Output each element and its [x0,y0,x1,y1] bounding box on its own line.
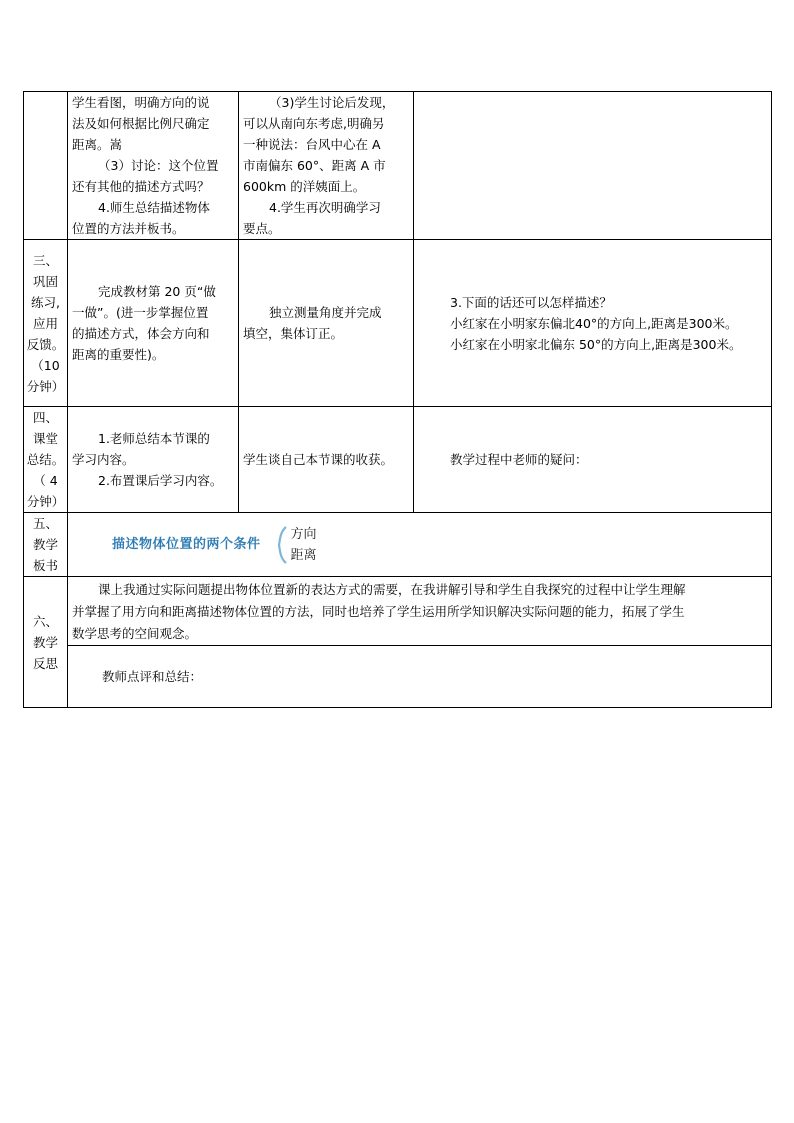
exercise-question: 3.下面的话还可以怎样描述？ [450,294,612,310]
section-line: 练习, [31,294,60,310]
section-label-summary [24,407,68,513]
table-row-summary [24,407,772,513]
exercise-line: 小红家在小明家北偏东 50°的方向上,距离是300米。 [450,336,742,352]
section-line: 四、 [32,410,58,425]
section-line: 巩固 [32,273,58,289]
text-line: 600km 的洋姨面上。 [243,179,366,194]
text-line: 还有其他的描述方式吗？ [72,179,210,194]
section-line: 反思 [32,655,58,671]
reflection-line: 并掌握了用方向和距离描述物体位置的方法，同时也培养了学生运用所学知识解决实际问题的能力，拓展了学生 [72,604,685,619]
lesson-plan-table [23,91,772,708]
board-item-direction: 方向 [290,526,317,542]
reflection-line: 数学思考的空间观念。 [72,626,198,641]
text-line: 一做”。(进一步掌握位置 [72,305,209,320]
section-label-reflection [24,577,68,708]
table-row-board [24,513,772,577]
text-line: 填空，集体订正。 [243,326,344,341]
board-design [68,515,771,575]
section-line: 反馈。 [26,336,65,352]
text-line: 距离的重要性)。 [72,347,165,362]
brace-icon [277,526,287,564]
text-line: 独立测量角度并完成 [269,305,382,320]
teacher-activity-cell [68,92,239,240]
notes-cell [414,407,772,513]
text-line: 一种说法：台风中心在 A [243,137,381,152]
text-line: 学生谈自己本节课的收获。 [243,452,394,467]
section-line: 应用 [32,315,58,331]
text-line: 的描述方式，体会方向和 [72,326,210,341]
text-line: 学生看图，明确方向的说 [72,95,210,110]
board-item-distance: 距离 [290,547,317,563]
table-row-comment [24,646,772,708]
board-items [291,524,317,566]
section-line: 三、 [32,252,58,268]
text-line: 法及如何根据比例尺确定 [72,116,210,131]
text-line: 要点。 [243,221,281,236]
comment-label: 教师点评和总结： [102,669,203,684]
section-line: 板书 [32,558,58,573]
section-line: 五、 [32,516,58,531]
reflection-cell [68,577,772,646]
text-line: 4.师生总结描述物体 [98,200,210,215]
board-cell [68,513,772,577]
section-label-board [24,513,68,577]
section-line: 教学 [32,634,58,650]
student-activity-cell [239,240,414,407]
section-label-practice [24,240,68,407]
text-line: 位置的方法并板书。 [72,221,185,236]
text-line: 完成教材第 20 页“做 [98,284,216,299]
teacher-question-label: 教学过程中老师的疑问： [450,452,588,467]
reflection-line: 课上我通过实际问题提出物体位置新的表达方式的需要，在我讲解引导和学生自我探究的过程中让学生理解 [98,582,686,597]
board-title: 描述物体位置的两个条件 [112,537,261,552]
text-line: 市南偏东 60°、距离 A 市 [243,158,386,173]
exercise-line: 小红家在小明家东偏北40°的方向上,距离是300米。 [450,315,738,331]
section-line: 分钟） [26,494,65,509]
section-cell-empty [24,92,68,240]
text-line: （3)学生讨论后发现， [269,95,395,110]
student-activity-cell [239,92,414,240]
text-line: 2.布置课后学习内容。 [98,473,223,488]
text-line: 4.学生再次明确学习 [269,200,381,215]
text-line: 学习内容。 [72,452,135,467]
text-line: 可以从南向东考虑,明确另 [243,116,385,131]
section-line: （ 4 [33,473,58,488]
section-line: 教学 [32,537,58,552]
student-activity-cell [239,407,414,513]
section-line: 分钟） [26,378,65,394]
teacher-activity-cell [68,240,239,407]
teacher-activity-cell [68,407,239,513]
section-line: 总结。 [26,452,65,467]
table-row-continuation [24,92,772,240]
comment-cell [68,646,772,708]
notes-cell [414,92,772,240]
exercise-cell [414,240,772,407]
section-line: 课堂 [32,431,58,446]
text-line: （3）讨论：这个位置 [98,158,219,173]
text-line: 1.老师总结本节课的 [98,431,210,446]
section-line: （10 [31,357,60,373]
table-row-practice [24,240,772,407]
table-row-reflection [24,577,772,646]
text-line: 距离。嵩 [72,137,123,152]
section-line: 六、 [32,613,58,629]
